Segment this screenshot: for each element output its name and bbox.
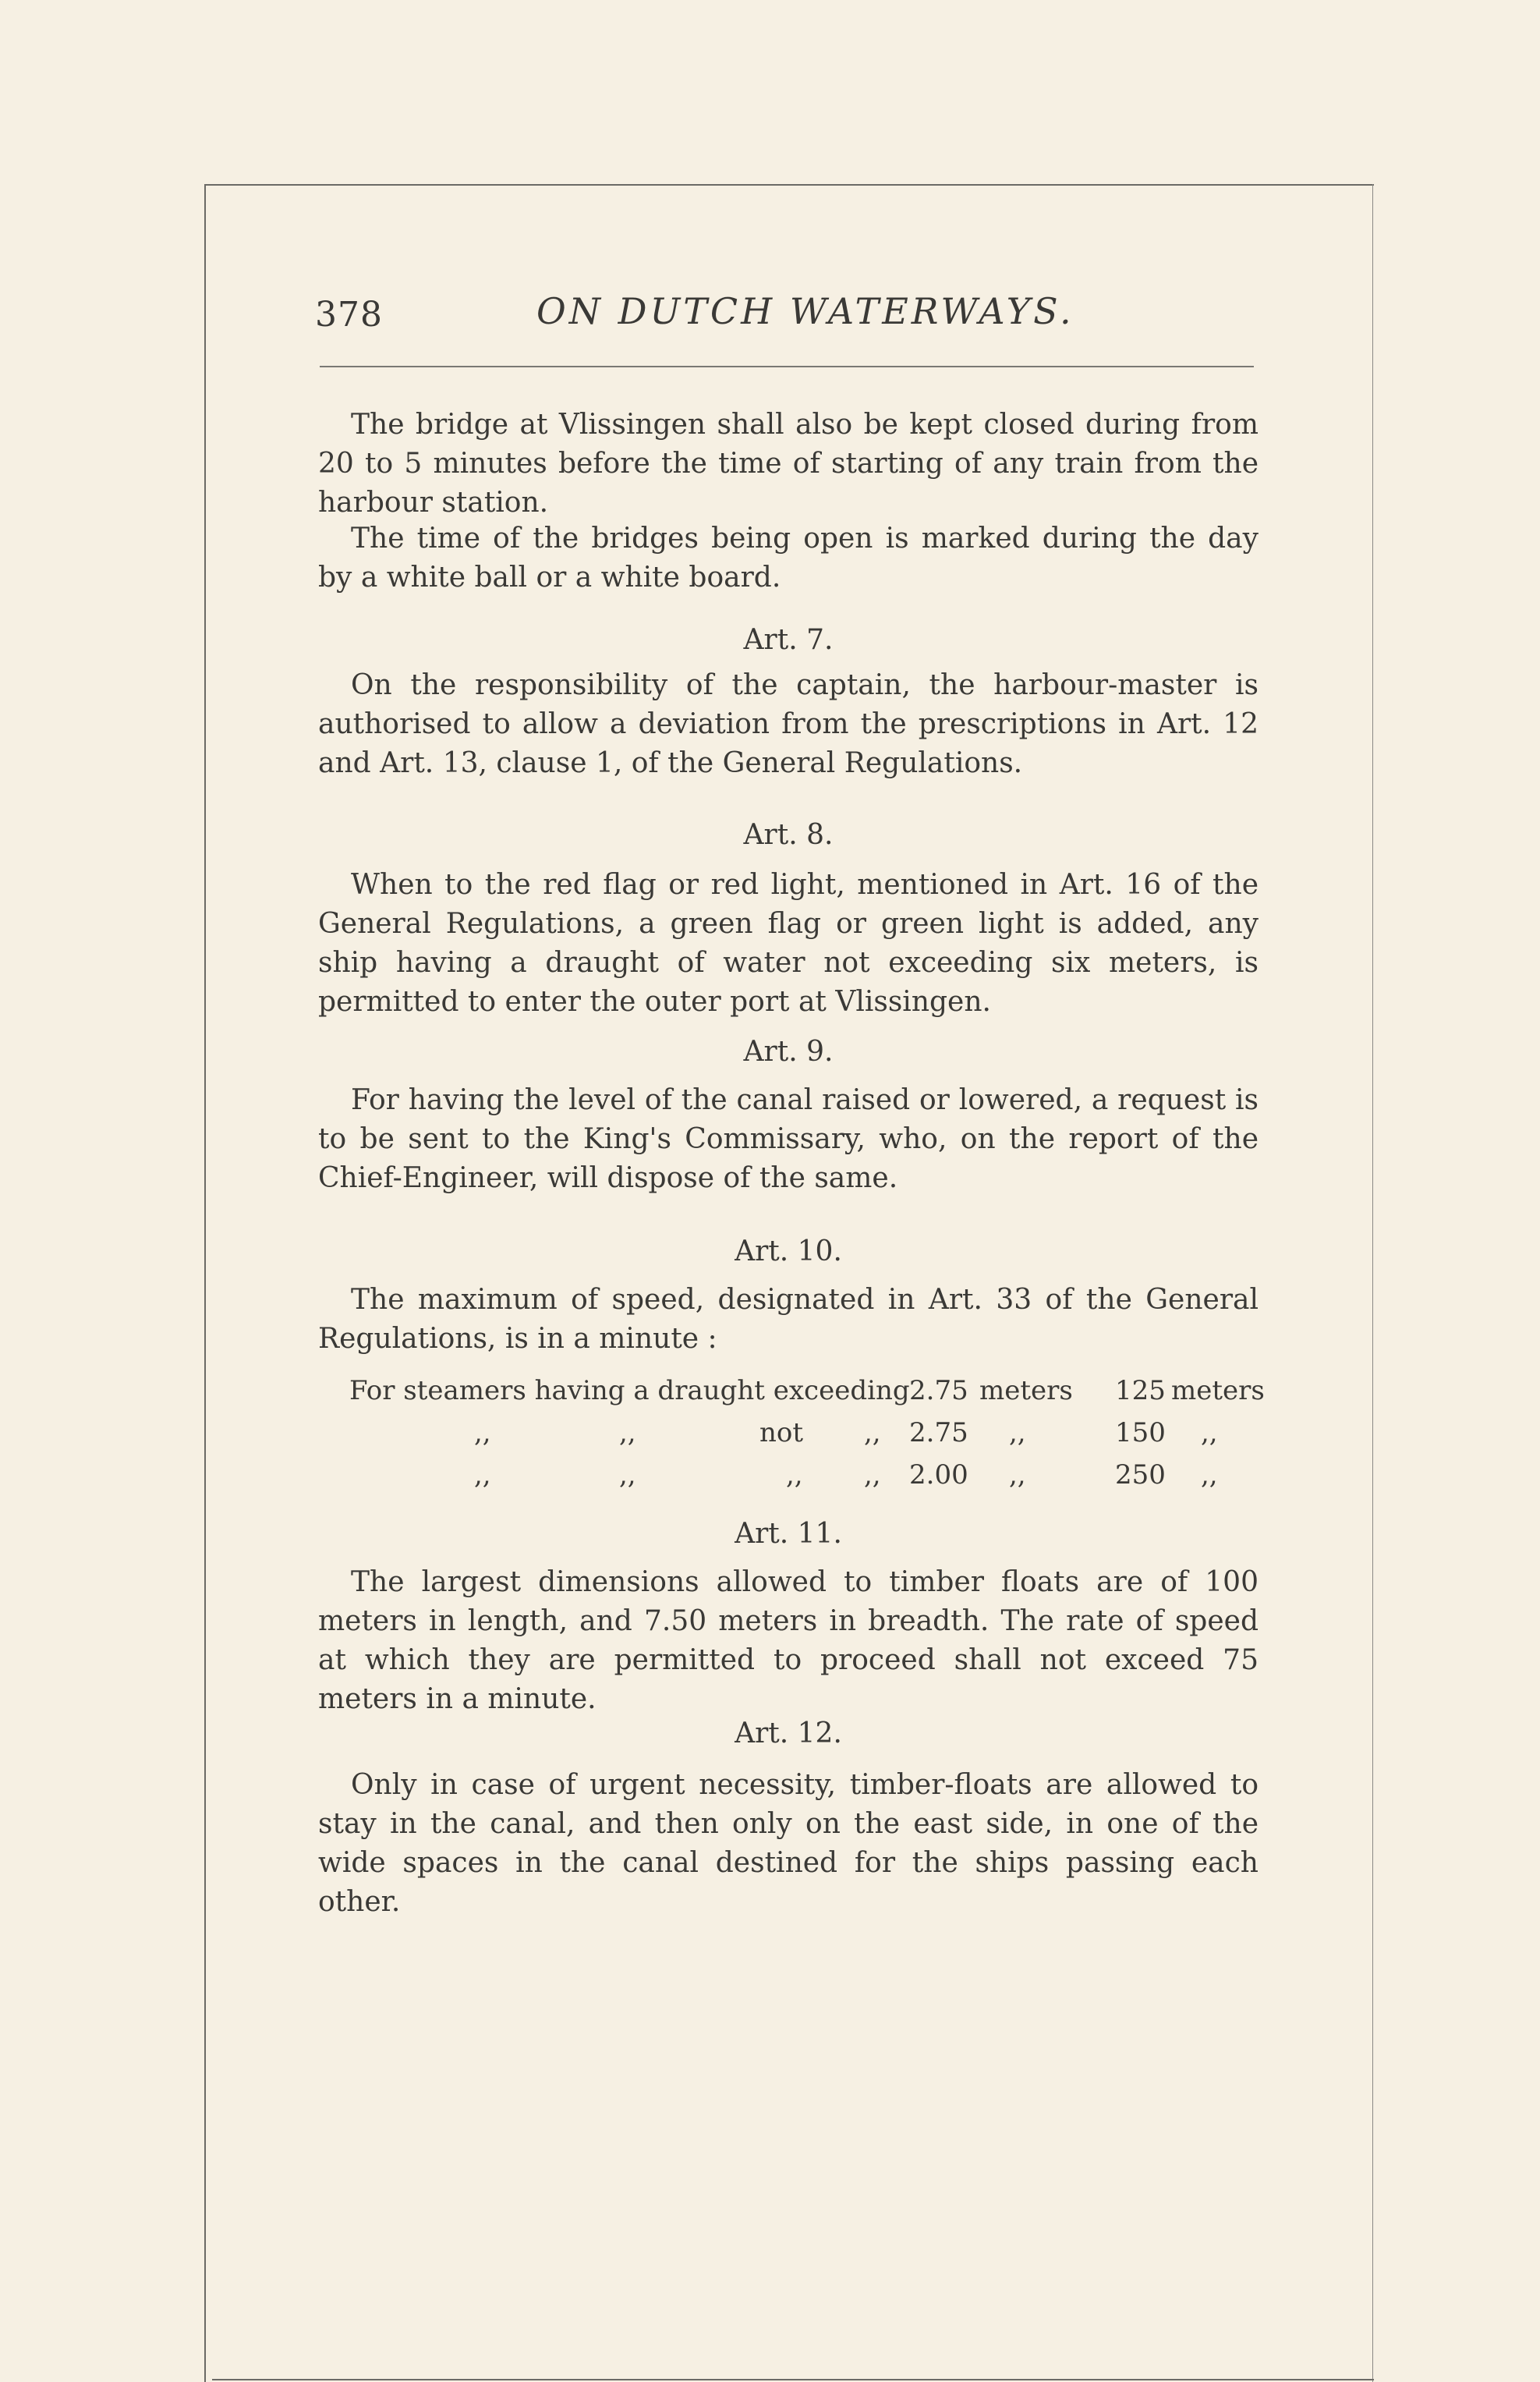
article-11-text: The largest dimensions allowed to timber floats are of 100 meters in length, and 7.50 meters in breadth. The rate of speed at which they are permitted to proceed shall not exceed 75 meters in a minute.: [318, 1566, 1259, 1715]
article-7-heading: Art. 7.: [743, 624, 834, 656]
speed-label: For steamers having a draught exceeding: [349, 1375, 910, 1406]
qualifier: not: [759, 1417, 804, 1448]
article-10-heading: Art. 10.: [735, 1235, 842, 1267]
draught-value: 2.75: [909, 1417, 968, 1448]
article-8-text: When to the red flag or red light, mentioned in Art. 16 of the General Regulations, a green flag or green light is added, any ship having a draught of water not exceeding six meters, is permitted to enter the outer port at Vlissingen.: [318, 869, 1259, 1018]
ditto-mark: ,,: [619, 1417, 636, 1448]
ditto-mark: ,,: [619, 1459, 636, 1491]
speed-value: 150: [1115, 1417, 1166, 1448]
article-9-text: For having the level of the canal raised or lowered, a request is to be sent to the King's Commissary, who, on the report of the Chief-Engineer, will dispose of the same.: [318, 1084, 1259, 1194]
draught-value: 2.75: [909, 1375, 968, 1406]
speed-row-not-exceeding: [349, 1412, 1260, 1454]
page-frame-left: [204, 184, 206, 2382]
draught-unit: ,,: [1009, 1459, 1026, 1491]
article-12-heading: Art. 12.: [735, 1717, 842, 1749]
draught-unit: ,,: [1009, 1417, 1026, 1448]
header-rule: [320, 366, 1254, 367]
page-frame-bottom: [212, 2379, 1374, 2380]
page-frame-top: [204, 184, 1374, 186]
page-number: 378: [315, 295, 383, 335]
ditto-mark: ,,: [474, 1417, 491, 1448]
speed-unit: meters: [1171, 1375, 1265, 1406]
draught-unit: meters: [979, 1375, 1073, 1406]
speed-value: 125: [1115, 1375, 1166, 1406]
speed-value: 250: [1115, 1459, 1166, 1491]
article-7-text: On the responsibility of the captain, the harbour-master is authorised to allow a deviation from the prescriptions in Art. 12 and Art. 13, clause 1, of the General Regulations.: [318, 669, 1259, 779]
qualifier: ,,: [786, 1459, 803, 1491]
ditto-mark: ,,: [864, 1459, 881, 1491]
speed-row-exceeding: [349, 1370, 1265, 1412]
article-10-text: The maximum of speed, designated in Art. 33 of the General Regulations, is in a minute :: [318, 1284, 1259, 1355]
speed-table: [349, 1370, 1265, 1496]
speed-row-small-draught: [349, 1454, 1260, 1496]
ditto-mark: ,,: [864, 1417, 881, 1448]
article-9-heading: Art. 9.: [743, 1036, 834, 1068]
draught-value: 2.00: [909, 1459, 968, 1491]
article-8-heading: Art. 8.: [743, 819, 834, 851]
ditto-mark: ,,: [474, 1459, 491, 1491]
speed-unit: ,,: [1201, 1459, 1218, 1491]
running-title: ON DUTCH WATERWAYS.: [536, 290, 1074, 332]
speed-unit: ,,: [1201, 1417, 1218, 1448]
page-frame-right: [1372, 184, 1373, 2382]
paragraph-bridge-open-signal: The time of the bridges being open is marked during the day by a white ball or a white board.: [318, 523, 1259, 594]
article-12-text: Only in case of urgent necessity, timber-floats are allowed to stay in the canal, and then only on the east side, in one of the wide spaces in the canal destined for the ships passing each other.: [318, 1769, 1259, 1918]
paragraph-bridge-closed: The bridge at Vlissingen shall also be kept closed during from 20 to 5 minutes before the time of starting of any train from the harbour station.: [318, 409, 1259, 519]
article-11-heading: Art. 11.: [735, 1518, 842, 1550]
